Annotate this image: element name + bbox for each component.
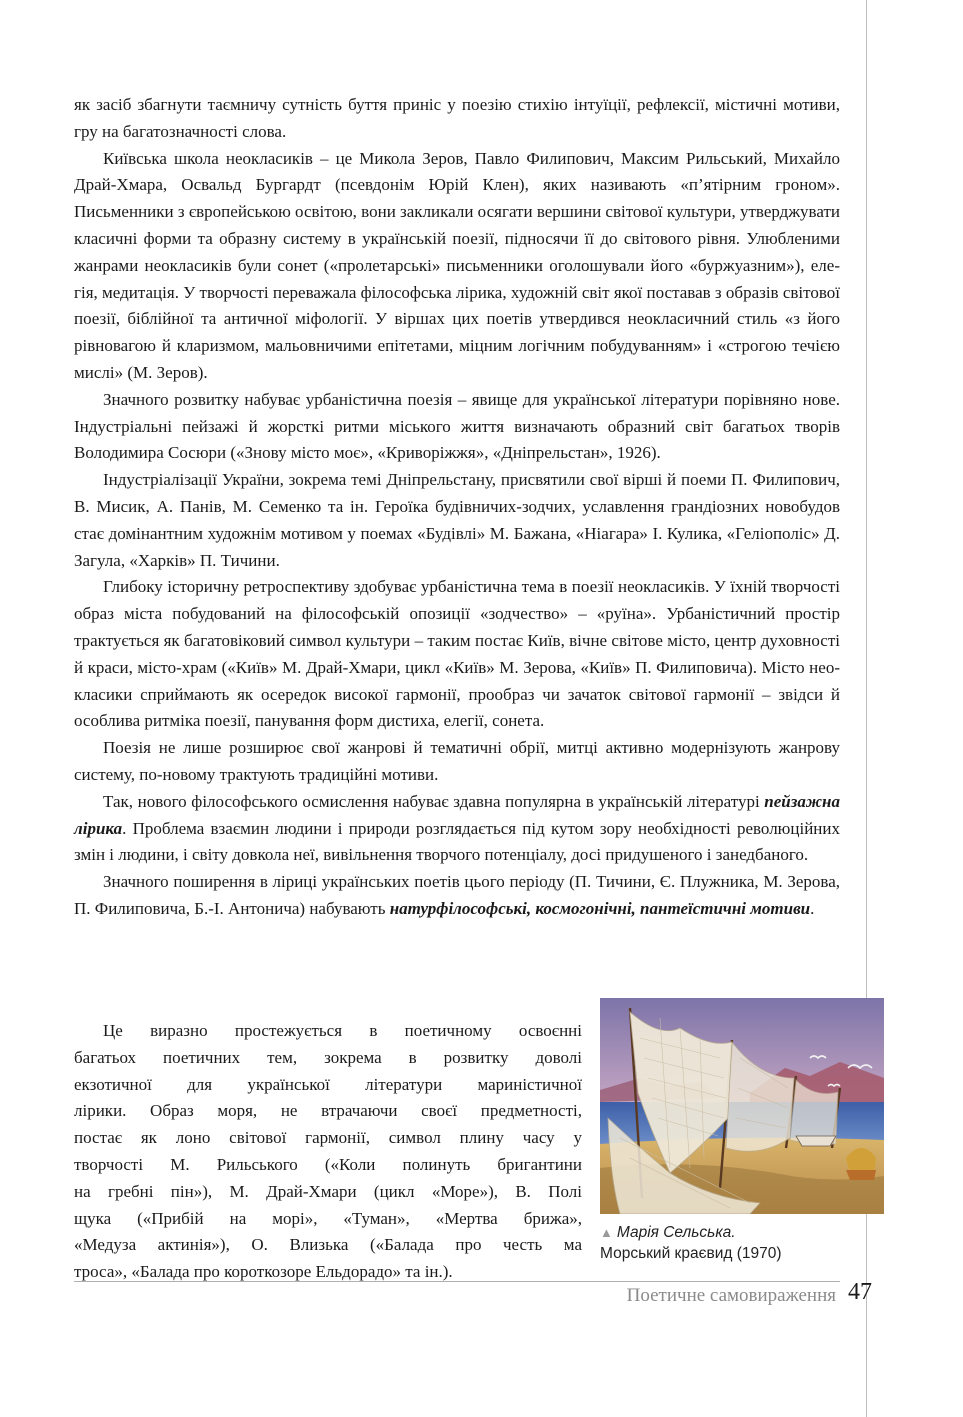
paragraph: Глибоку історичну ретроспективу здобуває урбаністична тема в поезії неокласиків. У їхній творчості образ міста побудований на філософській опозиції «зодчество» – «руїна». Урбаністичний простір трактується як багатовіковий символ культури – таким постає Київ, вічне світове місто, центр духовності й краси, місто-храм («Київ» М. Драй-Хмари, цикл «Київ» М. Зерова, «Київ» П. Филиповича). Місто неокласики сприймають як осередок високої гармонії, прообраз чи зачаток світової гармонії – звідси й особлива ритміка поезії, панування форм дистиха, елегії, сонета. — [74, 577, 840, 731]
figure-caption — [600, 1222, 884, 1264]
body-text — [74, 92, 840, 923]
text-line: на гребні пін»), М. Драй-Хмари (цикл «Море»), В. Полі — [74, 1181, 582, 1201]
caption-title: Морський краєвид (1970) — [600, 1245, 782, 1262]
text-line: творчості М. Рильського («Коли полинуть бригантини — [74, 1154, 582, 1174]
text-line: «Медуза актинія»), О. Влизька («Балада про честь ма — [74, 1235, 582, 1255]
paragraph: Індустріалізації України, зокрема темі Дніпрельстану, присвятили свої вірші й поеми П. Филипович, В. Мисик, А. Панів, М. Семенко та ін. Героїка будівничих-зодчих, уславлення грандіозних новобудов стає домінантним художнім мотивом у поемах «Будівлі» М. Бажана, «Ніагара» І. Кулика, «Геліополіс» Д. Загула, «Харків» П. Тичини. — [74, 470, 840, 570]
footer-rule — [74, 1281, 840, 1282]
triangle-marker-icon: ▲ — [600, 1225, 613, 1240]
paragraph — [74, 789, 840, 869]
text-line: лірики. Образ моря, не втрачаючи своєї предметності, — [74, 1101, 582, 1121]
paragraph-text: . Проблема взаємин людини і природи розглядається під кутом зору необхідності революційних змін і людини, і світу довкола неї, вивільнення творчого потенціалу, досі придушеного і занедбаного. — [74, 818, 840, 865]
painting-image — [600, 998, 884, 1214]
page-number: 47 — [848, 1279, 872, 1305]
term-natural-philosophy: софські, космогонічні, пантеїстичні мотиви — [470, 898, 811, 918]
text-line: щука («Прибій на морі», «Туман», «Мертва брижа», — [74, 1208, 582, 1228]
text-line: екзотичної для української літератури мариністичної — [74, 1074, 582, 1094]
paragraph: як засіб збагнути таємничу сутність буття приніс у поезію стихію інтуїції, рефлексії, містичні мотиви, гру на багатозначності слова. — [74, 95, 840, 141]
paragraph: Значного розвитку набуває урбаністична поезія – явище для української літератури порівняно нове. Індустріальні пейзажі й жорсткі ритми міського життя визначають образний світ багатьох творів Володимира Сосюри («Знову місто моє», «Криворіжжя», «Дніпрельстан», 1926). — [74, 389, 840, 463]
paragraph-text: Так, нового філософського осмислення набуває здавна популярна в українській літературі — [103, 791, 765, 811]
footer-section-title: Поетичне самовираження — [626, 1285, 836, 1306]
paragraph-text: Значного поширення в ліриці українських поетів цього періоду (П. Тичини, Є. Плужника, М. Зерова, П. Филиповича, Б.-І. Антонича) набувають — [74, 872, 840, 918]
caption-author: Марія Сельська. — [616, 1224, 736, 1241]
paragraph: Київська школа неокласиків – це Микола Зеров, Павло Филипович, Максим Рильський, Михайло Драй-Хмара, Освальд Бургардт (псевдонім Юрій Клен), яких називають «п’ятірним гроном». Письменники з європейською освітою, вони закликали осягати вершини світової культури, утверджувати класичні форми та образну систему в українській поезії, підносячи її до світового рівня. Улюбленими жанрами неокласиків були сонет («пролетарські» письменники оголошували його «буржуазним»), елегія, медитація. У творчості переважала філософська лірика, художній світ якої поставав з образів світової поезії, біблійної та античної міфології. У віршах цих поетів утвердився неокласичний стиль «з його рівновагою й кларизмом, мальовничими епітетами, міцним логічним побудуванням» і «строгою течією мислі» (М. Зеров). — [74, 148, 840, 382]
text-line: Це виразно простежується в поетичному освоєнні — [103, 1021, 582, 1040]
text-line: троса», «Балада про короткозоре Ельдорадо» та ін.). — [74, 1262, 453, 1282]
paragraph-text: . — [810, 898, 815, 918]
paragraph — [74, 869, 840, 923]
paragraph: Поезія не лише розширює свої жанрові й тематичні обрії, митці активно модернізують жанрову систему, по-новому трактують традиційні мотиви. — [74, 738, 840, 784]
term-landscape-lyrics: пейзажна лірика — [74, 791, 840, 838]
figure — [600, 998, 884, 1264]
text-line: багатьох поетичних тем, зокрема в розвитку доволі — [74, 1047, 582, 1067]
side-column-text — [74, 1018, 582, 1286]
text-line: постає як лоно світової гармонії, символ плину часу у — [74, 1128, 582, 1148]
term-natural-philosophy: натурфіло — [389, 898, 471, 918]
